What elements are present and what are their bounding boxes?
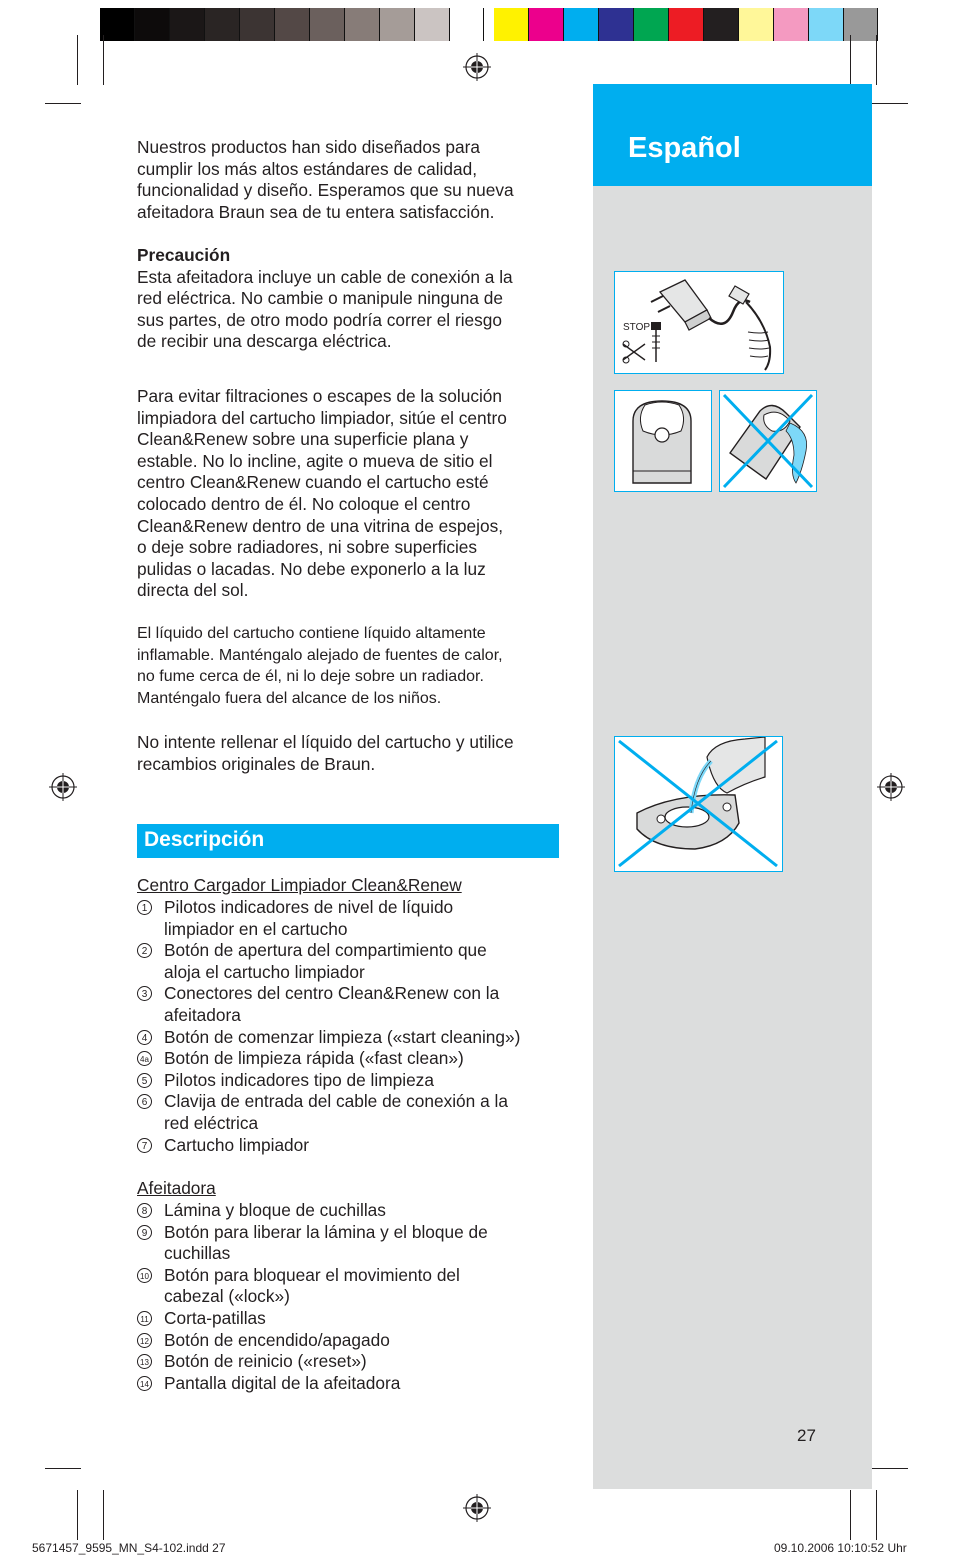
color-swatch (809, 8, 844, 41)
part-item (137, 1265, 567, 1308)
part-label: Botón de encendido/apagado (164, 1329, 390, 1350)
part-number-badge: 1 (137, 900, 152, 915)
part-number-badge: 10 (137, 1268, 152, 1283)
part-item (137, 1048, 567, 1070)
part-label: Botón para bloquear el movimiento del cabezal («lock») (164, 1264, 460, 1307)
refill-paragraph: No intente rellenar el líquido del cartucho y utilice recambios originales de Braun. (137, 732, 514, 774)
language-title: Español (628, 132, 741, 164)
footer-file-info: 5671457_9595_MN_S4-102.indd 27 (32, 1541, 226, 1555)
color-swatch (135, 8, 170, 41)
color-swatch (345, 8, 380, 41)
stop-label: STOP (623, 322, 651, 333)
cartridge-tilted-crossed-icon (720, 391, 815, 490)
part-item (137, 940, 567, 983)
part-item (137, 1091, 567, 1134)
part-number-badge: 14 (137, 1376, 152, 1391)
part-label: Botón de comenzar limpieza («start cleaning») (164, 1026, 521, 1047)
station-heading: Centro Cargador Limpiador Clean&Renew (137, 875, 462, 895)
part-label: Conectores del centro Clean&Renew con la afeitadora (164, 983, 500, 1025)
part-number-badge: 5 (137, 1073, 152, 1088)
part-number-badge: 4 (137, 1030, 152, 1045)
color-swatch (669, 8, 704, 41)
figure-refill-crossed (614, 736, 783, 872)
color-swatch (450, 8, 484, 41)
description-title: Descripción (144, 828, 265, 851)
registration-mark-icon (463, 53, 491, 81)
part-item (137, 1373, 567, 1395)
part-item (137, 1330, 567, 1352)
part-label: Botón de reinicio («reset») (164, 1351, 367, 1372)
figure-cartridge-tilted (719, 390, 817, 492)
color-swatch (529, 8, 564, 41)
caution-paragraph: Precaución Esta afeitadora incluye un cable de conexión a la red eléctrica. No cambie o manipule ninguna de sus partes, de otro modo podría correr el riesgo de recibir una descarga eléctrica. (137, 245, 567, 353)
part-item (137, 897, 567, 940)
part-item (137, 1308, 567, 1330)
part-number-badge: 9 (137, 1225, 152, 1240)
color-swatch (100, 8, 135, 41)
color-swatch (170, 8, 205, 41)
footer-date: 09.10.2006 10:10:52 Uhr (774, 1541, 907, 1555)
color-swatch (205, 8, 240, 41)
color-swatch (380, 8, 415, 41)
part-number-badge: 6 (137, 1094, 152, 1109)
part-label: Botón para liberar la lámina y el bloque de cuchillas (164, 1221, 488, 1264)
part-number-badge: 3 (137, 986, 152, 1001)
shaver-heading: Afeitadora (137, 1178, 216, 1198)
part-label: Botón de apertura del compartimiento que aloja el cartucho limpiador (164, 940, 487, 982)
refill-crossed-icon (615, 737, 781, 870)
color-swatch (564, 8, 599, 41)
part-number-badge: 8 (137, 1203, 152, 1218)
part-label: Pilotos indicadores tipo de limpieza (164, 1069, 434, 1090)
part-number-badge: 13 (137, 1354, 152, 1369)
registration-mark-icon (49, 773, 77, 801)
registration-mark-icon (463, 1494, 491, 1522)
part-item (137, 983, 567, 1026)
part-item (137, 1135, 567, 1157)
color-swatch (634, 8, 669, 41)
part-number-badge: 7 (137, 1138, 152, 1153)
color-swatch (599, 8, 634, 41)
color-swatch (275, 8, 310, 41)
color-swatch (739, 8, 774, 41)
color-swatch (774, 8, 809, 41)
part-label: Corta-patillas (164, 1308, 266, 1328)
intro-paragraph: Nuestros productos han sido diseñados para cumplir los más altos estándares de calidad, funcionalidad y diseño. Esperamos que su nueva afeitadora Braun sea de tu entera satisfacción. (137, 137, 514, 222)
part-number-badge: 11 (137, 1311, 152, 1326)
part-label: Botón de limpieza rápida («fast clean») (164, 1048, 464, 1069)
color-calibration-bar (100, 8, 878, 41)
part-label: Pilotos indicadores de nivel de líquido limpiador en el cartucho (164, 897, 454, 939)
color-swatch (494, 8, 529, 41)
figure-cartridge-upright (614, 390, 712, 492)
color-swatch (704, 8, 739, 41)
color-swatch (415, 8, 450, 41)
color-swatch (310, 8, 345, 41)
part-label: Pantalla digital de la afeitadora (164, 1372, 401, 1393)
part-item (137, 1351, 567, 1373)
flammable-paragraph: El líquido del cartucho contiene líquido altamente inflamable. Manténgalo alejado de fuentes de calor, no fume cerca de él, ni lo deje sobre un radiador. Manténgalo fuera del alcance de los niños. (137, 625, 503, 707)
caution-heading: Precaución (137, 245, 231, 265)
plug-cable-stop-icon (615, 272, 782, 372)
part-number-badge: 2 (137, 943, 152, 958)
part-label: Clavija de entrada del cable de conexión a la red eléctrica (164, 1091, 508, 1133)
part-number-badge: 4a (137, 1051, 152, 1066)
part-item (137, 1222, 567, 1265)
color-swatch (240, 8, 275, 41)
part-item (137, 1070, 567, 1092)
part-item (137, 1200, 567, 1222)
part-number-badge: 12 (137, 1333, 152, 1348)
registration-mark-icon (877, 773, 905, 801)
part-label: Cartucho limpiador (164, 1134, 310, 1155)
part-label: Lámina y bloque de cuchillas (164, 1200, 386, 1220)
part-item (137, 1027, 567, 1049)
cartridge-upright-icon (615, 391, 710, 490)
page-number: 27 (797, 1426, 816, 1445)
leak-paragraph: Para evitar filtraciones o escapes de la solución limpiadora del cartucho limpiador, sitúe el centro Clean&Renew sobre una superficie plana y estable. No lo incline, agite o mueva de sitio el centro Clean&Renew cuando el cartucho esté colocado dentro de él. No coloque el centro Clean&Renew dentro de una vitrina de espejos, o deje sobre radiadores, ni sobre superficies pulidas o lacadas. No debe exponerlo a la luz directa del sol. (137, 386, 507, 601)
figure-plug-stop (614, 271, 784, 374)
